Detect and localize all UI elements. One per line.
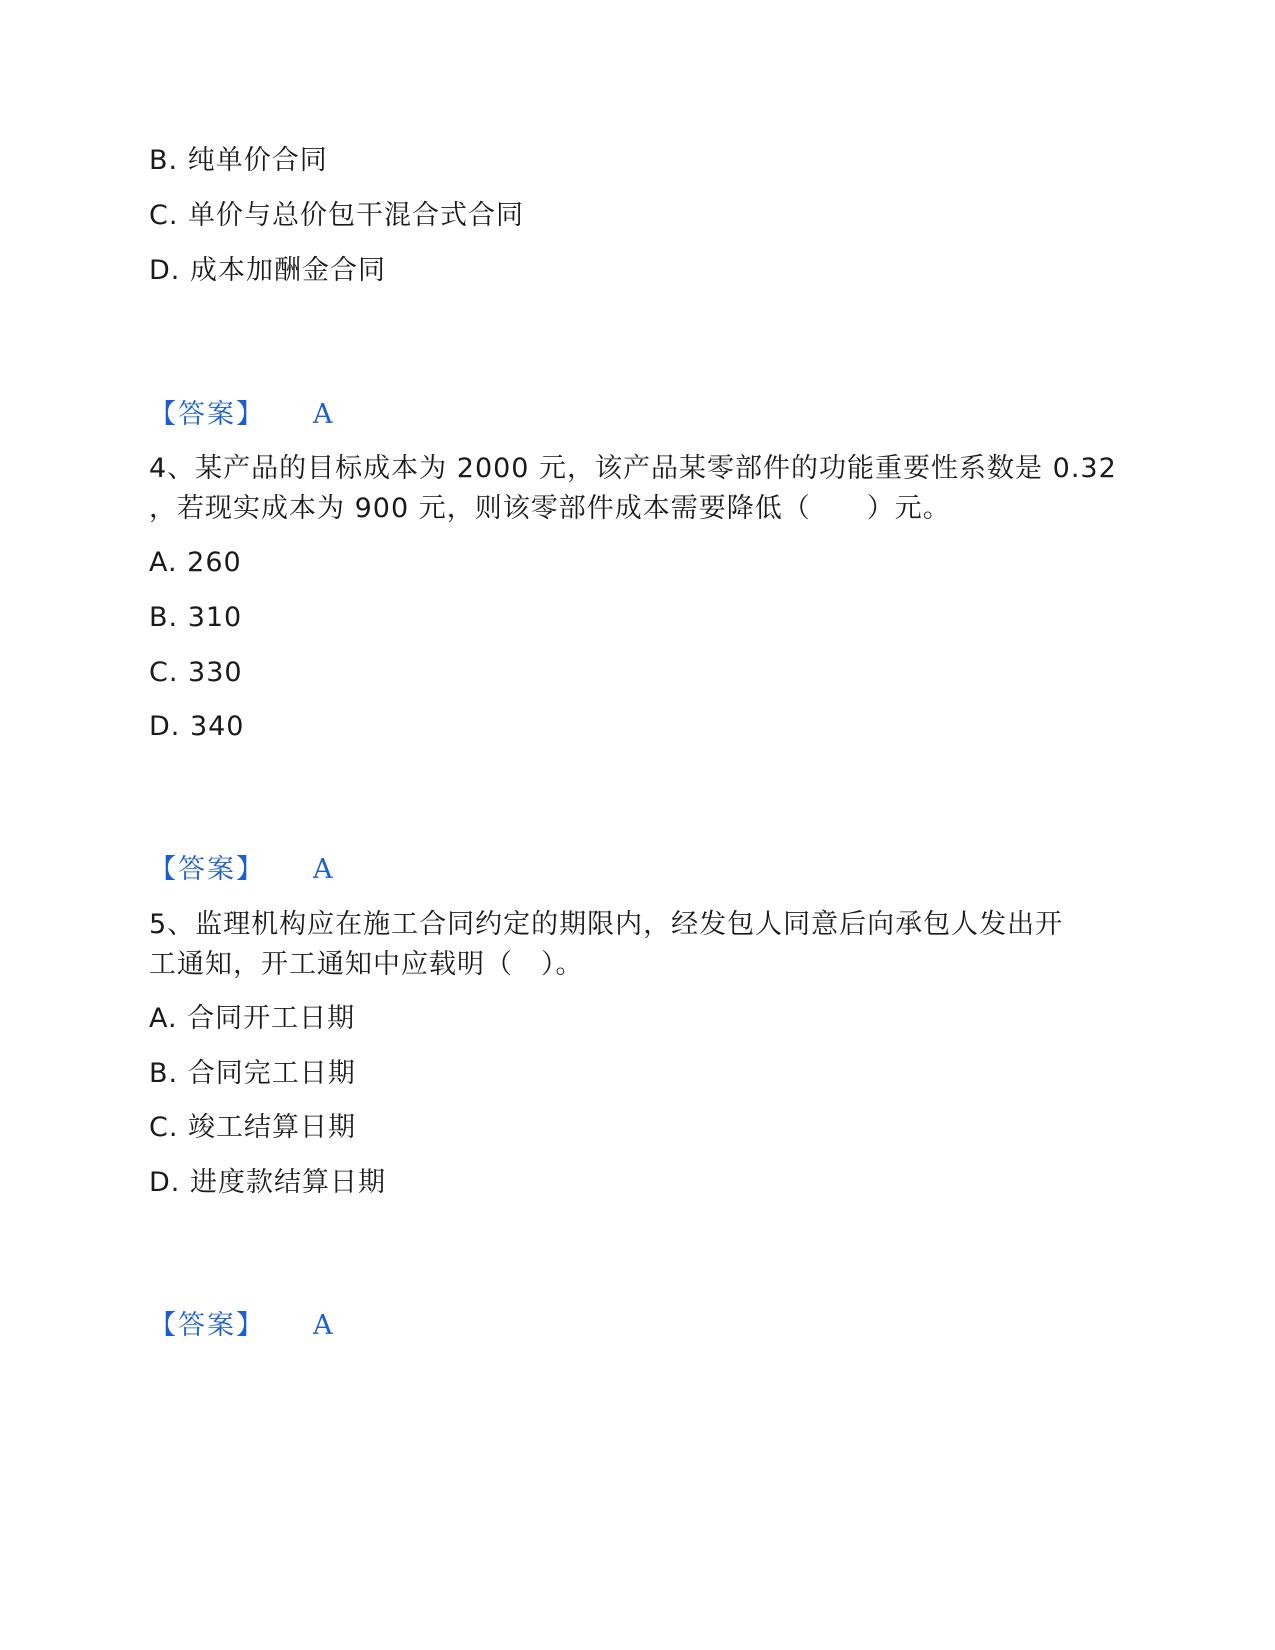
q5-stem-line-1: 5、监理机构应在施工合同约定的期限内，经发包人同意后向承包人发出开 bbox=[149, 909, 1064, 940]
q4-option-c: C. 330 bbox=[149, 657, 243, 688]
answer-tag: 【答案】 bbox=[149, 854, 265, 885]
answer-value: A bbox=[313, 854, 333, 885]
q4-answer bbox=[149, 853, 333, 887]
q4-stem-line-1: 4、某产品的目标成本为 2000 元，该产品某零部件的功能重要性系数是 0.32 bbox=[149, 453, 1117, 484]
q5-option-a: A. 合同开工日期 bbox=[149, 1003, 356, 1034]
q5-option-b: B. 合同完工日期 bbox=[149, 1058, 356, 1089]
q4-option-a: A. 260 bbox=[149, 547, 242, 578]
q3-answer bbox=[149, 398, 333, 432]
answer-tag: 【答案】 bbox=[149, 1310, 265, 1341]
q5-option-c: C. 竣工结算日期 bbox=[149, 1112, 357, 1143]
q5-answer bbox=[149, 1309, 333, 1343]
q4-option-b: B. 310 bbox=[149, 602, 243, 633]
q3-option-b: B. 纯单价合同 bbox=[149, 145, 328, 176]
answer-value: A bbox=[313, 1310, 333, 1341]
q5-option-d: D. 进度款结算日期 bbox=[149, 1167, 386, 1198]
q4-option-d: D. 340 bbox=[149, 711, 245, 742]
answer-tag: 【答案】 bbox=[149, 399, 265, 430]
q4-stem-line-2: ，若现实成本为 900 元，则该零部件成本需要降低（ ）元。 bbox=[149, 493, 951, 524]
q3-option-d: D. 成本加酬金合同 bbox=[149, 255, 386, 286]
answer-value: A bbox=[313, 399, 333, 430]
q5-stem-line-2: 工通知，开工通知中应载明（ ）。 bbox=[149, 949, 584, 980]
q3-option-c: C. 单价与总价包干混合式合同 bbox=[149, 200, 525, 231]
